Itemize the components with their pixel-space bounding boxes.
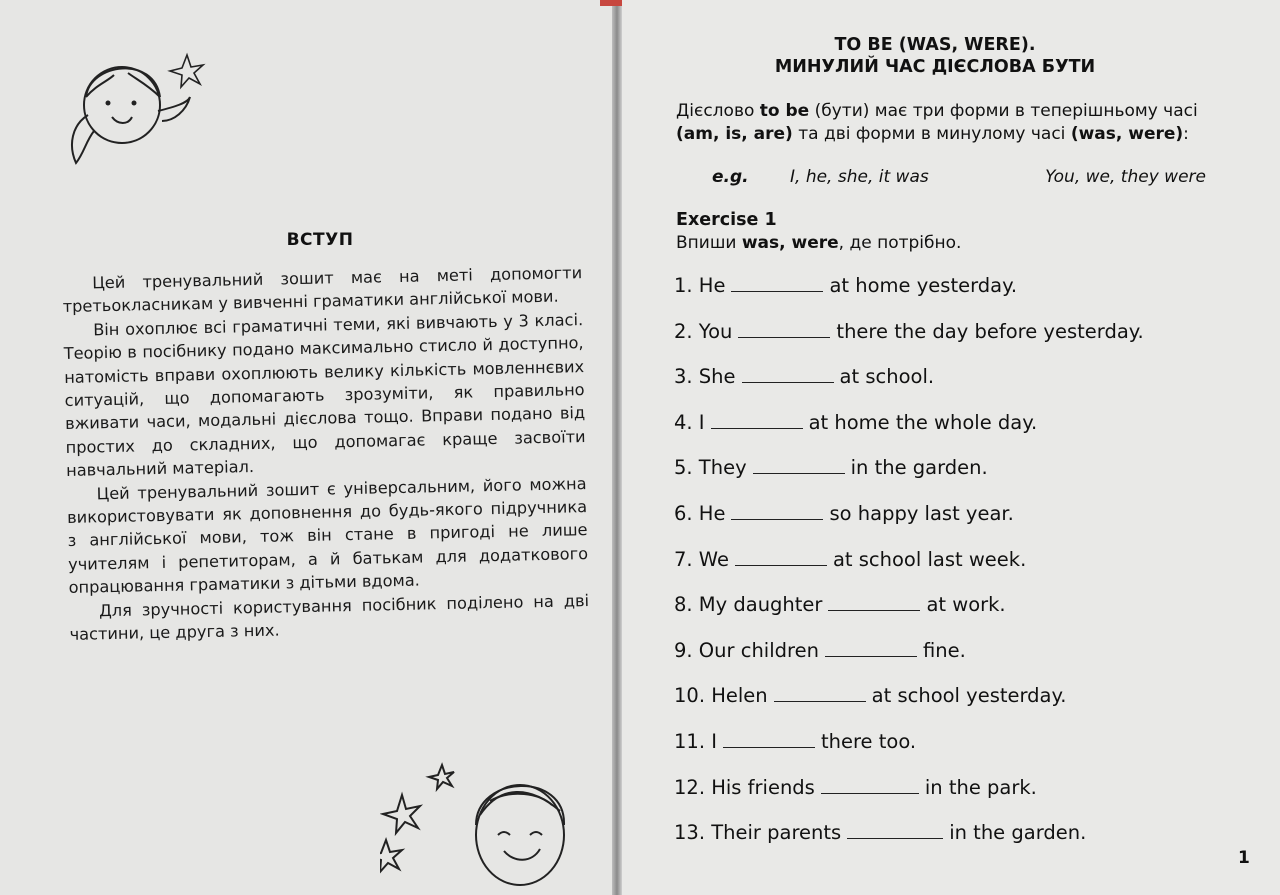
item-before: 3. She [674,365,736,389]
answer-blank[interactable] [738,320,830,338]
item-before: 11. I [674,729,717,753]
left-page [0,0,612,895]
rule-bold: (am, is, are) [676,124,793,144]
example-singular: I, he, she, it was [790,167,929,187]
answer-blank[interactable] [731,502,823,520]
exercise-item [674,639,1214,685]
answer-blank[interactable] [847,821,943,839]
exercise-items [674,274,1214,867]
item-after: at school yesterday. [871,684,1067,708]
lesson-title-line1: TO BE (WAS, WERE). [834,35,1036,55]
exercise-item [674,274,1214,320]
item-before: 2. You [674,319,733,343]
item-after: there too. [820,729,917,753]
exercise-item [674,320,1214,366]
instruction-bold: was, were [741,233,839,253]
item-after: at home the whole day. [808,410,1038,434]
answer-blank[interactable] [723,730,815,748]
intro-title: ВСТУП [286,230,354,250]
answer-blank[interactable] [825,639,917,657]
lesson-title-line2: МИНУЛИЙ ЧАС ДІЄСЛОВА БУТИ [774,57,1096,77]
girl-face-icon [62,45,212,170]
example-line [676,167,1206,191]
rule-text: : [1183,124,1189,144]
intro-paragraph: Для зручності користування посібник поділено на дві частини, це друга з них. [69,590,590,645]
item-after: at home yesterday. [829,274,1018,297]
item-before: 4. I [674,410,705,434]
boy-face-icon [380,745,580,890]
exercise-title: Exercise 1 [676,210,777,230]
intro-paragraph: Він охоплює всі граматичні теми, які вивчають у 3 класі. Теорію в посібнику подано максимально стисло й доступно, натомість вправи охоплюють велику кількість мовленнєвих ситуацій, що допомагають зрозуміти, як правильно вживати часи, модальні дієслова тощо. Вправи подано від простих до складних, що допомагає краще засвоїти навчальний матеріал. [63,309,586,481]
item-after: so happy last year. [829,501,1014,525]
item-before: 9. Our children [674,638,819,662]
exercise-item [674,411,1214,457]
intro-text [62,261,590,646]
book-spine [612,0,622,895]
item-before: 8. My daughter [674,593,823,617]
exercise-item [674,365,1214,411]
page-number: 1 [1238,848,1250,868]
exercise-item [674,821,1214,867]
item-before: 7. We [674,547,729,571]
item-after: in the garden. [949,821,1087,845]
lesson-title [700,34,1170,78]
item-after: in the garden. [850,456,988,480]
item-before: 12. His friends [674,775,815,799]
item-after: at work. [926,593,1006,617]
intro-paragraph: Цей тренувальний зошит є універсальним, його можна використовувати як доповнення до будь-якого підручника з англійської мови, тож він стане в пригоді не лише учителям і репетиторам, а й батькам для додаткового опрацювання граматики з дітьми вдома. [66,473,589,598]
item-after: in the park. [924,775,1037,799]
answer-blank[interactable] [821,776,919,794]
answer-blank[interactable] [735,548,827,566]
exercise-item [674,730,1214,776]
rule-text: (бути) має три форми в теперішньому часі [809,101,1198,121]
item-after: at school. [839,365,935,389]
item-before: 13. Their parents [674,821,842,845]
item-before: 10. Helen [674,684,768,708]
exercise-item [674,776,1214,822]
answer-blank[interactable] [774,684,866,702]
answer-blank[interactable] [711,411,803,429]
item-before: 6. He [674,501,726,525]
rule-text: та дві форми в минулому часі [792,124,1071,144]
example-label: e.g. [712,167,749,187]
instruction-text: Впиши [676,233,742,253]
item-after: fine. [922,638,966,662]
item-after: at school last week. [832,547,1027,571]
item-after: there the day before yesterday. [836,319,1144,343]
rule-bold: to be [759,101,810,121]
grammar-rule [676,100,1206,146]
answer-blank[interactable] [828,593,920,611]
exercise-instruction [676,233,961,253]
exercise-item [674,456,1214,502]
answer-blank[interactable] [731,274,823,292]
instruction-text: , де потрібно. [838,233,962,253]
answer-blank[interactable] [753,456,845,474]
intro-paragraph: Цей тренувальний зошит має на меті допомогти третьокласникам у вивченні граматики англійської мови. [62,263,583,317]
answer-blank[interactable] [742,365,834,383]
item-before: 1. He [674,274,726,297]
rule-text: Дієслово [676,101,760,121]
exercise-item [674,593,1214,639]
exercise-item [674,548,1214,594]
example-plural: You, we, they were [1045,167,1206,187]
item-before: 5. They [674,456,747,480]
rule-bold: (was, were) [1070,124,1184,144]
exercise-item [674,502,1214,548]
exercise-item [674,684,1214,730]
